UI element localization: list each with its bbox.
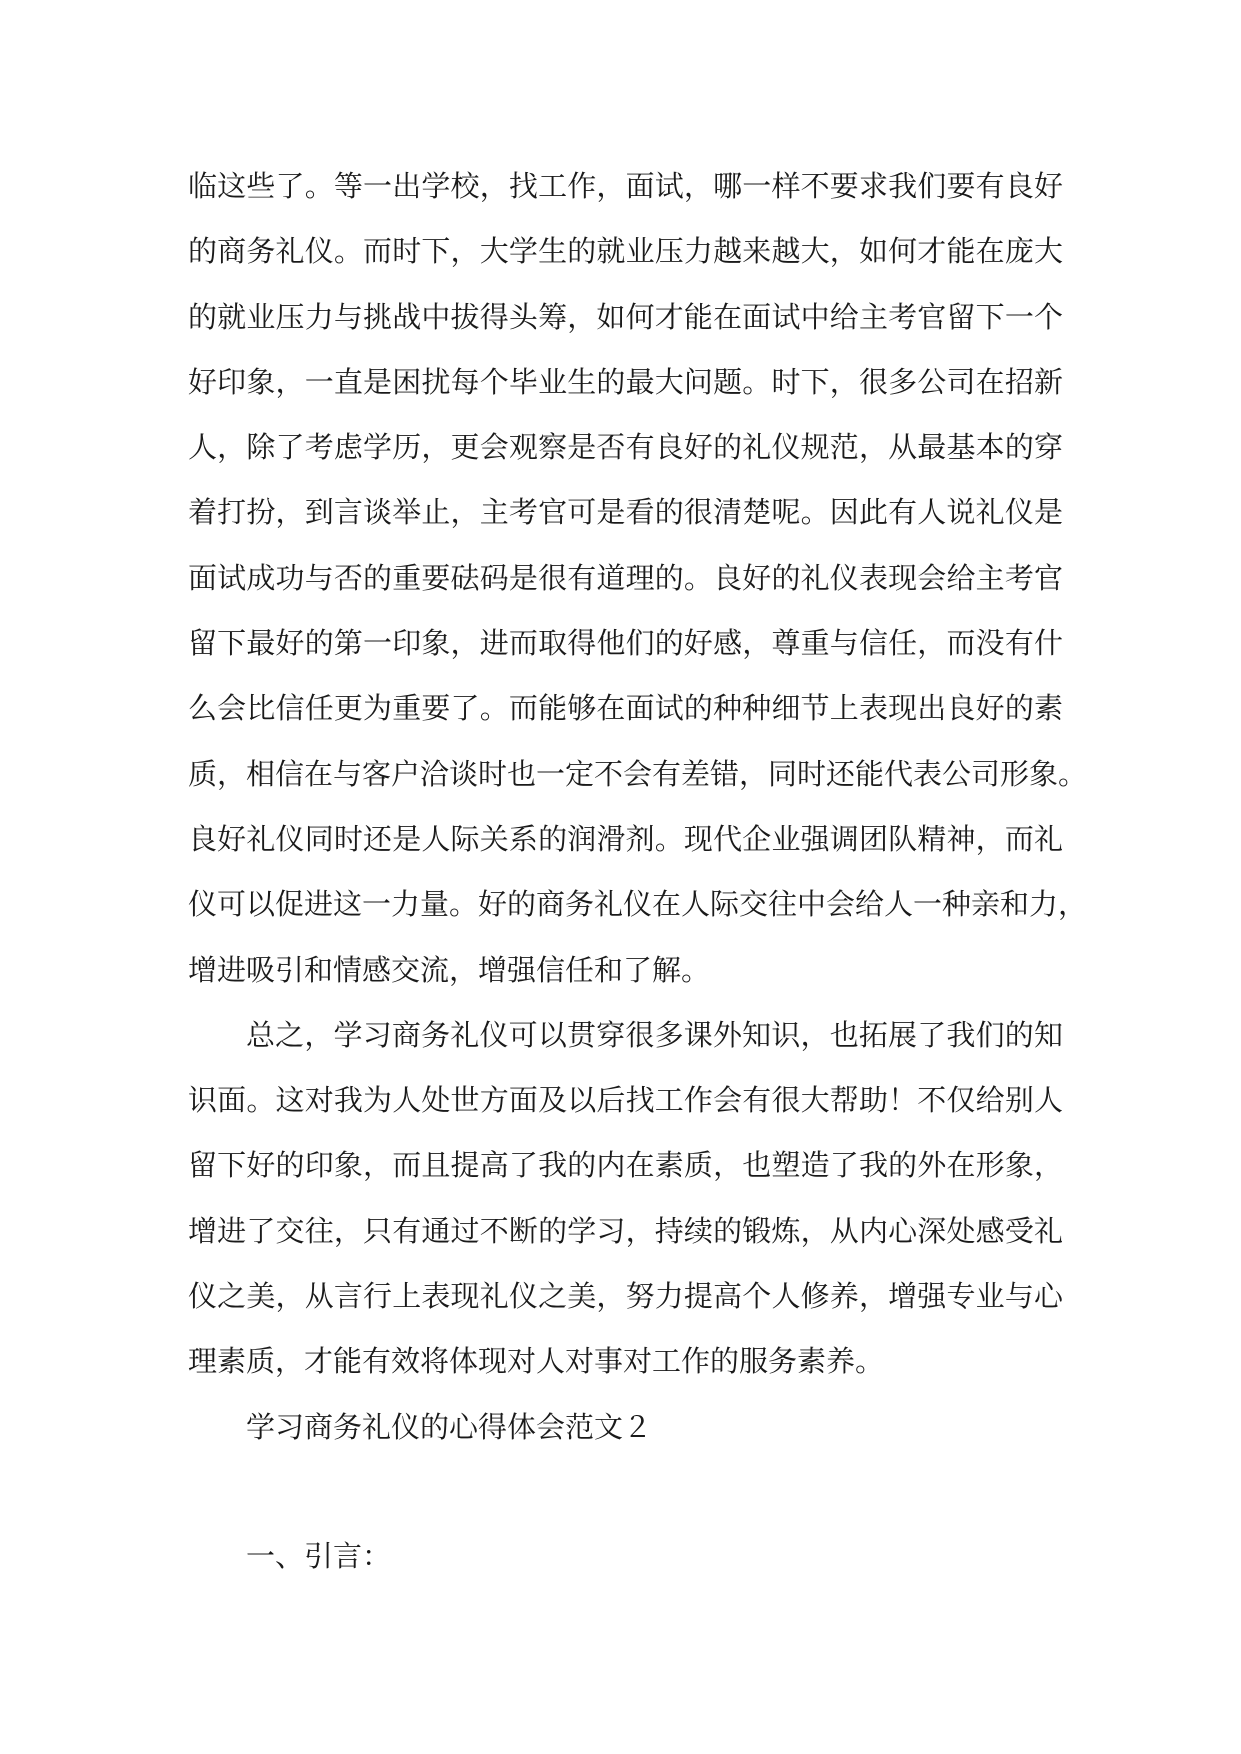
paragraph-1 — [188, 154, 1088, 1003]
paragraph-line: 的商务礼仪。而时下，大学生的就业压力越来越大，如何才能在庞大 — [188, 234, 1063, 269]
paragraph-line: 识面。这对我为人处世方面及以后找工作会有很大帮助！不仅给别人 — [188, 1083, 1063, 1118]
paragraph-2 — [188, 1003, 1063, 1395]
paragraph-line: 增进了交往，只有通过不断的学习，持续的锻炼，从内心深处感受礼 — [188, 1213, 1063, 1248]
paragraph-line: 的就业压力与挑战中拔得头筹，如何才能在面试中给主考官留下一个 — [188, 299, 1063, 334]
paragraph-line: 理素质，才能有效将体现对人对事对工作的服务素养。 — [188, 1344, 885, 1379]
paragraph-line: 好印象，一直是困扰每个毕业生的最大问题。时下，很多公司在招新 — [188, 364, 1063, 399]
blank-line — [188, 1460, 1063, 1524]
paragraph-line: 么会比信任更为重要了。而能够在面试的种种细节上表现出良好的素 — [188, 691, 1063, 726]
paragraph-line: 人，除了考虑学历，更会观察是否有良好的礼仪规范，从最基本的穿 — [188, 430, 1063, 465]
section-title: 学习商务礼仪的心得体会范文２ — [246, 1409, 653, 1444]
document-body — [188, 154, 1088, 1589]
paragraph-line: 着打扮，到言谈举止，主考官可是看的很清楚呢。因此有人说礼仪是 — [188, 495, 1063, 530]
paragraph-line: 良好礼仪同时还是人际关系的润滑剂。现代企业强调团队精神，而礼 — [188, 821, 1063, 856]
paragraph-line: 仪之美，从言行上表现礼仪之美，努力提高个人修养，增强专业与心 — [188, 1279, 1063, 1314]
paragraph-line: 留下好的印象，而且提高了我的内在素质，也塑造了我的外在形象， — [188, 1148, 1063, 1183]
paragraph-line: 仪可以促进这一力量。好的商务礼仪在人际交往中会给人一种亲和力， — [188, 887, 1088, 922]
paragraph-line: 面试成功与否的重要砝码是很有道理的。良好的礼仪表现会给主考官 — [188, 560, 1063, 595]
paragraph-line: 增进吸引和情感交流，增强信任和了解。 — [188, 952, 711, 987]
paragraph-line: 临这些了。等一出学校，找工作，面试，哪一样不要求我们要有良好 — [188, 169, 1063, 203]
paragraph-line: 质，相信在与客户洽谈时也一定不会有差错，同时还能代表公司形象。 — [188, 756, 1088, 791]
paragraph-line: 留下最好的第一印象，进而取得他们的好感，尊重与信任，而没有什 — [188, 626, 1063, 661]
subsection-title: 一、引言： — [246, 1538, 392, 1573]
paragraph-line: 总之，学习商务礼仪可以贯穿很多课外知识，也拓展了我们的知 — [246, 1017, 1063, 1052]
